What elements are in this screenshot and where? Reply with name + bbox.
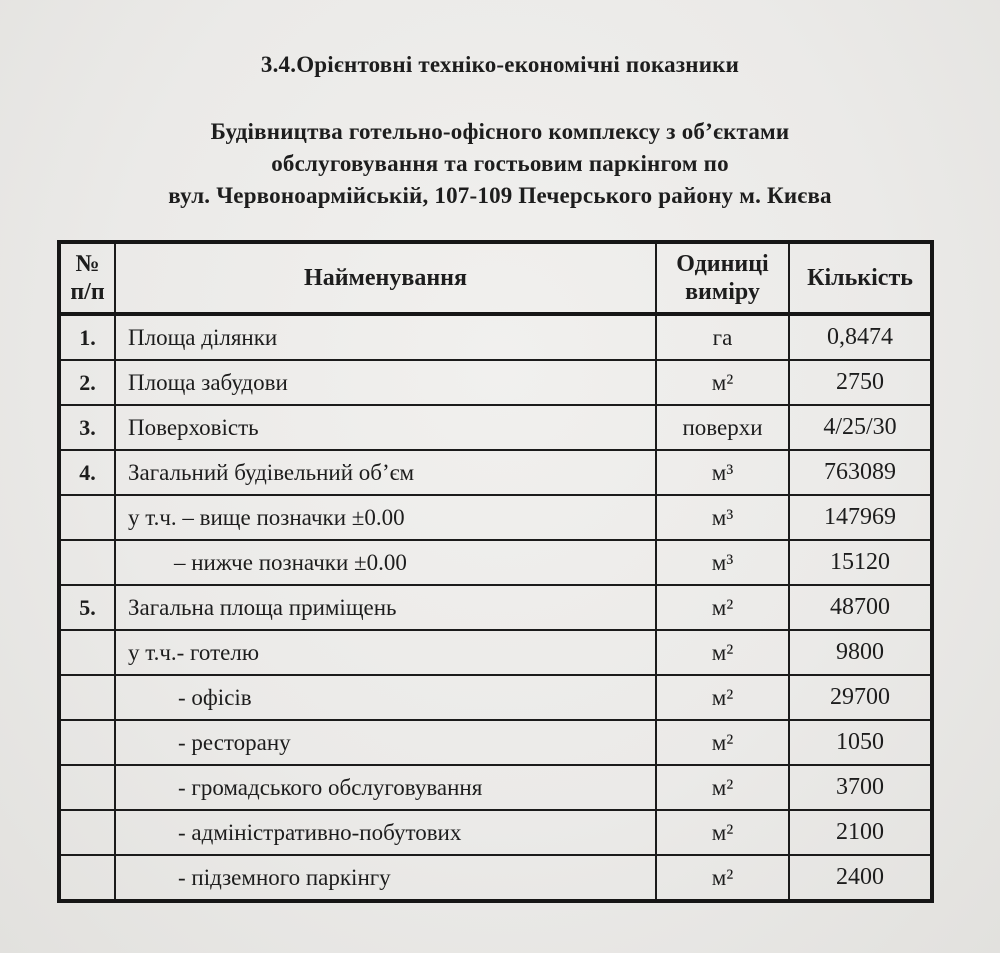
row-name: у т.ч.- готелю [115,630,656,675]
row-number [59,765,115,810]
table-row [59,765,932,810]
table-header [59,242,932,314]
row-name: Загальна площа приміщень [115,585,656,630]
document-subtitle [0,116,1000,212]
row-unit: м² [656,765,789,810]
row-name: Загальний будівельний об’єм [115,450,656,495]
header-units-line2: виміру [685,279,760,305]
header-units-line1: Одиниці [676,250,769,277]
row-quantity: 0,8474 [789,314,932,360]
row-number [59,855,115,901]
row-number [59,720,115,765]
section-title: 3.4.Орієнтовні техніко-економічні показники [260,52,740,77]
table-row [59,585,932,630]
table-row [59,540,932,585]
row-quantity: 2400 [789,855,932,901]
row-name: Площа ділянки [115,314,656,360]
table-row [59,855,932,901]
row-quantity: 147969 [789,495,932,540]
row-name: - офісів [115,675,656,720]
row-name: Поверховість [115,405,656,450]
table-row [59,810,932,855]
table-row [59,405,932,450]
row-number: 3. [59,405,115,450]
row-name: Площа забудови [115,360,656,405]
row-number: 4. [59,450,115,495]
table-row [59,630,932,675]
row-unit: м² [656,810,789,855]
header-name: Найменування [115,242,656,314]
indicators-table [57,240,934,903]
row-unit: м² [656,855,789,901]
row-number: 2. [59,360,115,405]
table-row [59,675,932,720]
row-quantity: 48700 [789,585,932,630]
row-unit: га [656,314,789,360]
table-row [59,314,932,360]
header-qty: Кількість [789,242,932,314]
table-body [59,314,932,901]
row-number [59,540,115,585]
row-unit: м³ [656,450,789,495]
table-row [59,495,932,540]
row-number [59,495,115,540]
row-name: - адміністративно-побутових [115,810,656,855]
header-num [59,242,115,314]
row-name: - громадського обслуговування [115,765,656,810]
row-number [59,675,115,720]
header-units [656,242,789,314]
row-quantity: 15120 [789,540,932,585]
row-unit: поверхи [656,405,789,450]
table-row [59,360,932,405]
header-row [59,242,932,314]
header-num-line1: № [75,250,100,277]
subtitle-line-2: обслуговування та гостьовим паркінгом по [271,151,729,176]
row-quantity: 9800 [789,630,932,675]
row-number: 5. [59,585,115,630]
row-name: у т.ч. – вище позначки ±0.00 [115,495,656,540]
subtitle-line-1: Будівництва готельно-офісного комплексу з об’єктами [210,119,790,144]
table-row [59,720,932,765]
row-quantity: 4/25/30 [789,405,932,450]
row-unit: м² [656,585,789,630]
row-name: - ресторану [115,720,656,765]
row-quantity: 2750 [789,360,932,405]
row-unit: м² [656,360,789,405]
subtitle-line-3: вул. Червоноармійській, 107-109 Печерського району м. Києва [168,183,832,208]
row-quantity: 1050 [789,720,932,765]
row-unit: м³ [656,540,789,585]
row-name: – нижче позначки ±0.00 [115,540,656,585]
row-quantity: 29700 [789,675,932,720]
row-unit: м² [656,675,789,720]
row-name: - підземного паркінгу [115,855,656,901]
row-unit: м² [656,720,789,765]
row-quantity: 3700 [789,765,932,810]
row-quantity: 2100 [789,810,932,855]
row-number: 1. [59,314,115,360]
row-quantity: 763089 [789,450,932,495]
row-number [59,630,115,675]
row-number [59,810,115,855]
header-num-line2: п/п [70,279,105,305]
row-unit: м² [656,630,789,675]
row-unit: м³ [656,495,789,540]
table-row [59,450,932,495]
